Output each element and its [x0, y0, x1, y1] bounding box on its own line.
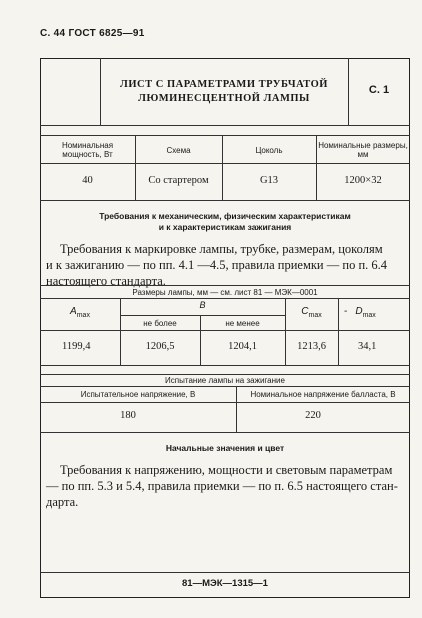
title-bottom-rule: [40, 125, 410, 126]
table2-value-amax: 1199,4: [62, 341, 91, 352]
table1-bottom-rule: [40, 200, 410, 201]
table2-top-rule: [40, 285, 410, 286]
sheet-title-line2: ЛЮМИНЕСЦЕНТНОЙ ЛАМПЫ: [138, 93, 310, 104]
table1-value-scheme: Со стартером: [148, 175, 209, 186]
table2-header-dmax: [344, 306, 406, 319]
table1-col-divider-1: [135, 135, 136, 200]
amax-subscript: max: [76, 312, 90, 319]
table1-header-power: Номинальная мощность, Вт: [61, 141, 114, 159]
sheet-number: С. 1: [368, 84, 390, 96]
table2-caption-rule: [40, 298, 410, 299]
section2-paragraph-line2: — по пп. 5.3 и 5.4, правила приемки — по п. 6.5 настоящего стан-: [46, 479, 398, 493]
table3-caption-rule: [40, 386, 410, 387]
table3-col-divider: [236, 386, 237, 432]
section1-heading-line2: и к характеристикам зажигания: [158, 222, 292, 232]
title-left-divider: [100, 58, 101, 125]
table2-header-b: B: [199, 300, 206, 310]
sheet-title: [102, 78, 346, 106]
section2-heading: Начальные значения и цвет: [165, 443, 285, 453]
section1-paragraph-line1: Требования к маркировке лампы, трубке, размерам, цоколям: [60, 242, 383, 256]
sheet-frame: [40, 58, 410, 598]
section1-heading-line1: Требования к механическим, физическим характеристикам: [99, 211, 351, 221]
table2-dash: -: [344, 306, 348, 317]
table2-header-b-not-less: не менее: [225, 319, 260, 328]
table3-value-test-voltage: 180: [120, 410, 136, 421]
table2-header-amax: [42, 306, 118, 319]
dmax-subscript: max: [362, 312, 376, 319]
dmax-symbol: D: [355, 306, 363, 317]
sheet-frame-top: [40, 58, 410, 59]
table1-header-base: Цоколь: [255, 146, 283, 155]
table3-header-rule: [40, 402, 410, 403]
table2-bottom-rule: [40, 365, 410, 366]
table1-value-power: 40: [82, 175, 93, 186]
table2-b-split-rule: [120, 315, 285, 316]
table1-header-scheme: Схема: [166, 146, 191, 155]
section2-paragraph-line3: дарта.: [46, 495, 79, 509]
table3-value-ballast-voltage: 220: [305, 410, 321, 421]
table2-value-b-not-less: 1204,1: [228, 341, 257, 352]
table2-value-b-not-more: 1206,5: [145, 341, 175, 352]
table1-top-rule: [40, 135, 410, 136]
section2-paragraph: [46, 462, 408, 510]
cmax-symbol: C: [301, 306, 309, 317]
page-header: С. 44 ГОСТ 6825—91: [40, 28, 145, 39]
table1-col-divider-3: [316, 135, 317, 200]
footer-rule: [40, 572, 410, 573]
table2-header-b-not-more: не более: [143, 319, 177, 328]
section1-paragraph-line2: и к зажиганию — по пп. 4.1 —4.5, правила приемки — по п. 6.4: [46, 258, 388, 272]
table1-value-base: G13: [259, 175, 279, 186]
section1-heading: [44, 211, 406, 233]
footer-code: 81—МЭК—1315—1: [182, 578, 268, 589]
cmax-subscript: max: [308, 312, 322, 319]
table3-caption: Испытание лампы на зажигание: [165, 376, 285, 385]
section2-paragraph-line1: Требования к напряжению, мощности и световым параметрам: [60, 463, 393, 477]
section1-paragraph-line3: настоящего стандарта.: [46, 274, 166, 288]
table2-header-rule: [40, 330, 410, 331]
table2-caption: Размеры лампы, мм — см. лист 81 — МЭК—0001: [132, 288, 318, 297]
table1-value-dimensions: 1200×32: [344, 175, 382, 186]
table2-col-divider-2: [200, 315, 201, 365]
title-right-divider: [348, 58, 349, 125]
table3-header-test-voltage: Испытательное напряжение, В: [80, 390, 196, 399]
amax-symbol: A: [70, 306, 77, 317]
table2-value-dmax: 34,1: [358, 341, 377, 352]
table2-col-divider-1: [120, 298, 121, 365]
table2-header-cmax: [287, 306, 336, 319]
table3-top-rule: [40, 374, 410, 375]
table3-header-ballast-voltage: Номинальное напряжение балласта, В: [250, 390, 396, 399]
table3-bottom-rule: [40, 432, 410, 433]
sheet-title-line1: ЛИСТ С ПАРАМЕТРАМИ ТРУБЧАТОЙ: [120, 79, 328, 90]
table2-col-divider-3: [285, 298, 286, 365]
table2-value-cmax: 1213,6: [297, 341, 326, 352]
table2-col-divider-4: [338, 298, 339, 365]
table1-col-divider-2: [222, 135, 223, 200]
table1-header-rule: [40, 163, 410, 164]
table1-header-dimensions: Номинальные размеры, мм: [318, 141, 408, 159]
section1-paragraph: [46, 241, 408, 289]
